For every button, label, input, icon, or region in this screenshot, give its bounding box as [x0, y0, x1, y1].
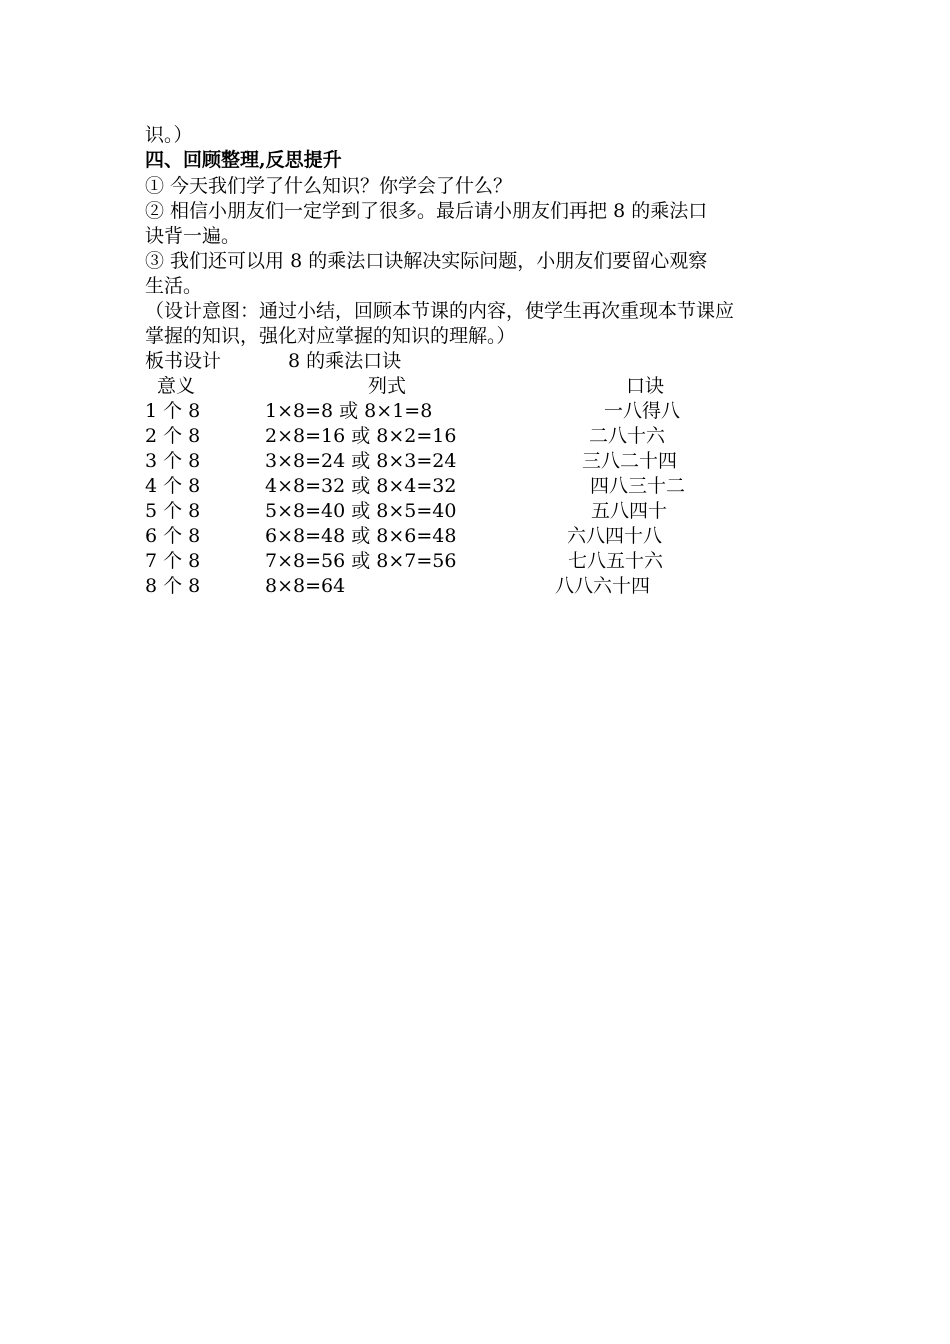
row-formula: 1×8=8 或 8×1=8	[265, 400, 433, 422]
row-formula: 5×8=40 或 8×5=40	[265, 500, 457, 522]
row-formula: 3×8=24 或 8×3=24	[265, 450, 457, 472]
row-meaning: 1 个 8	[145, 400, 201, 422]
row-rhyme: 五八四十	[591, 500, 668, 522]
board-title: 8 的乘法口诀	[288, 350, 402, 372]
row-rhyme: 六八四十八	[567, 525, 663, 547]
section-heading: 四、回顾整理,反思提升	[145, 149, 342, 171]
board-label: 板书设计	[145, 350, 222, 372]
row-formula: 2×8=16 或 8×2=16	[265, 425, 457, 447]
row-meaning: 6 个 8	[145, 525, 201, 547]
row-meaning: 8 个 8	[145, 575, 201, 597]
paragraph-text: （设计意图：通过小结，回顾本节课的内容，使学生再次重现本节课应	[145, 300, 735, 322]
paragraph-text: 生活。	[145, 275, 203, 297]
header-rhyme: 口诀	[626, 375, 665, 397]
header-meaning: 意义	[157, 375, 196, 397]
paragraph-text: 掌握的知识，强化对应掌握的知识的理解。）	[145, 325, 516, 347]
row-rhyme: 一八得八	[604, 400, 681, 422]
header-formula: 列式	[368, 375, 407, 397]
paragraph-text: ② 相信小朋友们一定学到了很多。最后请小朋友们再把 8 的乘法口	[145, 200, 708, 222]
row-formula: 6×8=48 或 8×6=48	[265, 525, 457, 547]
row-rhyme: 七八五十六	[568, 550, 664, 572]
row-rhyme: 二八十六	[589, 425, 666, 447]
row-formula: 7×8=56 或 8×7=56	[265, 550, 457, 572]
paragraph-text: 诀背一遍。	[145, 225, 241, 247]
paragraph-text: ① 今天我们学了什么知识？你学会了什么？	[145, 175, 513, 197]
row-meaning: 2 个 8	[145, 425, 201, 447]
row-formula: 8×8=64	[265, 575, 346, 597]
row-rhyme: 三八二十四	[582, 450, 678, 472]
row-rhyme: 八八六十四	[555, 575, 651, 597]
row-formula: 4×8=32 或 8×4=32	[265, 475, 457, 497]
paragraph-text: 识。）	[145, 124, 193, 146]
row-meaning: 5 个 8	[145, 500, 201, 522]
row-meaning: 4 个 8	[145, 475, 201, 497]
row-rhyme: 四八三十二	[590, 475, 686, 497]
paragraph-text: ③ 我们还可以用 8 的乘法口诀解决实际问题，小朋友们要留心观察	[145, 250, 708, 272]
row-meaning: 3 个 8	[145, 450, 201, 472]
row-meaning: 7 个 8	[145, 550, 201, 572]
